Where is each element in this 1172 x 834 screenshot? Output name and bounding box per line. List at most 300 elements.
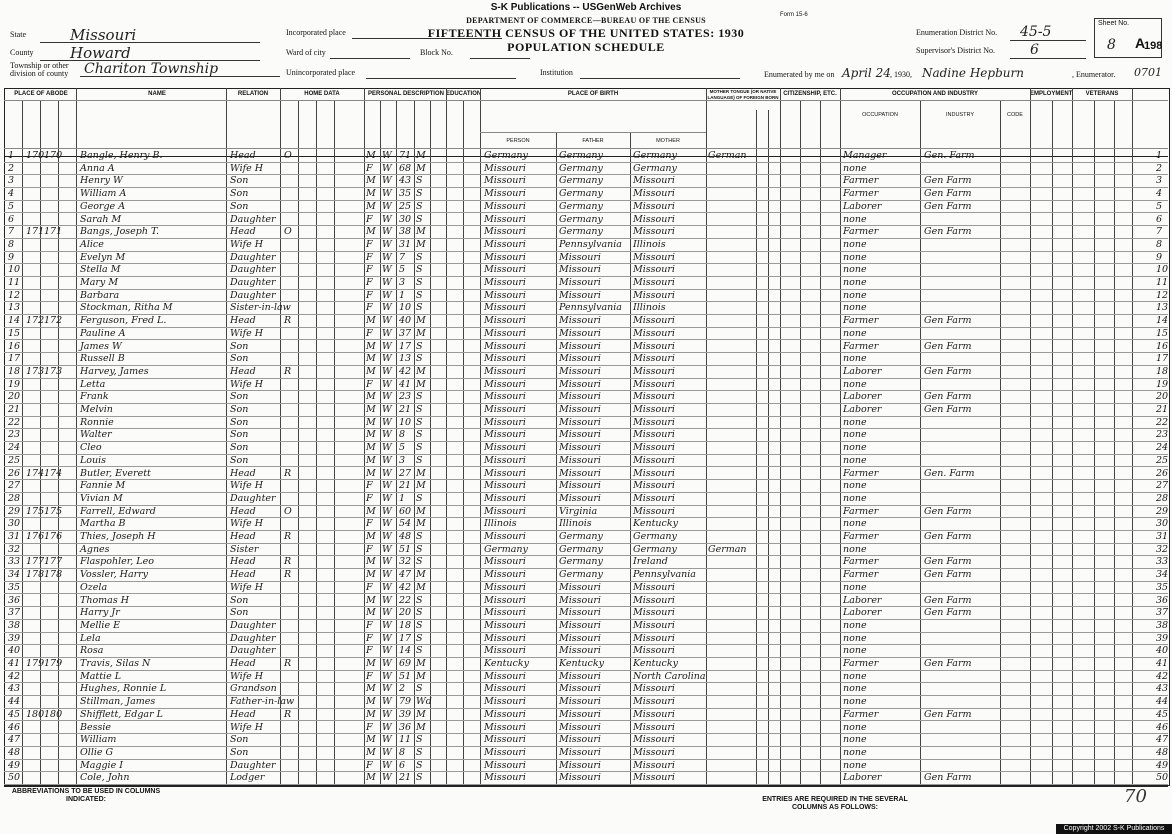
row-number-right: 36: [1156, 594, 1169, 606]
industry: Gen Farm: [924, 226, 972, 238]
enum-year: , 1930,: [890, 70, 912, 79]
sex: M: [366, 404, 376, 415]
person-name: Mary M: [80, 277, 119, 288]
race: W: [382, 175, 392, 187]
occupation: Laborer: [843, 200, 882, 212]
birthplace-father: Missouri: [559, 619, 601, 631]
sex: F: [366, 264, 373, 276]
relation: Son: [230, 404, 249, 415]
occupation: Farmer: [843, 708, 879, 720]
group-place-of-abode: PLACE OF ABODE: [14, 91, 68, 97]
age: 2: [399, 683, 406, 695]
table-row: [4, 454, 1168, 468]
sex: M: [366, 734, 376, 746]
occupation: Farmer: [843, 505, 879, 517]
person-name: Walter: [80, 429, 112, 441]
marital-status: S: [416, 759, 423, 771]
age: 48: [399, 531, 412, 542]
race: W: [382, 365, 392, 377]
age: 8: [399, 429, 406, 441]
birthplace-mother: Missouri: [633, 404, 675, 415]
row-number-right: 30: [1156, 518, 1169, 530]
sex: M: [366, 175, 376, 187]
person-name: Stockman, Ritha M: [80, 302, 173, 314]
relation: Wife H: [230, 327, 264, 339]
birthplace-person: Missouri: [484, 340, 526, 352]
marital-status: M: [416, 569, 426, 581]
birthplace-person: Missouri: [484, 721, 526, 733]
column-header-band: [4, 88, 1168, 157]
relation: Head: [230, 708, 256, 720]
birthplace-father: Missouri: [559, 645, 601, 657]
birthplace-father: Germany: [559, 200, 603, 212]
race: W: [382, 442, 392, 454]
occupation: none: [843, 442, 867, 454]
birthplace-father: Missouri: [559, 315, 601, 327]
row-number-right: 43: [1156, 683, 1169, 695]
marital-status: S: [416, 607, 423, 619]
ed-value: 45-5: [1020, 24, 1052, 40]
marital-status: M: [416, 365, 426, 377]
row-number-right: 21: [1156, 404, 1169, 415]
table-row: [4, 238, 1168, 252]
home-tenure: R: [284, 315, 292, 327]
person-name: James W: [80, 340, 122, 352]
birthplace-mother: Missouri: [633, 226, 675, 238]
person-name: Mellie E: [80, 619, 121, 631]
birthplace-person: Missouri: [484, 759, 526, 771]
birthplace-person: Missouri: [484, 378, 526, 390]
marital-status: S: [416, 531, 423, 542]
dwelling-number: 179: [26, 658, 45, 669]
colhdr-person: PERSON: [506, 138, 530, 144]
race: W: [382, 480, 392, 492]
table-row: [4, 555, 1168, 569]
industry: Gen Farm: [924, 594, 972, 606]
birthplace-father: Missouri: [559, 264, 601, 276]
table-row: [4, 771, 1168, 785]
row-number-right: 50: [1156, 772, 1169, 784]
row-number: 28: [8, 492, 21, 504]
row-number: 38: [8, 619, 21, 631]
row-number: 26: [8, 467, 21, 479]
age: 22: [399, 594, 412, 606]
birthplace-father: Missouri: [559, 734, 601, 746]
person-name: Harry Jr: [80, 607, 120, 619]
industry: Gen Farm: [924, 658, 972, 669]
row-number-right: 16: [1156, 340, 1169, 352]
birthplace-mother: Missouri: [633, 480, 675, 492]
birthplace-mother: Missouri: [633, 200, 675, 212]
industry: Gen Farm: [924, 505, 972, 517]
birthplace-father: Germany: [559, 213, 603, 225]
marital-status: S: [416, 772, 423, 784]
industry: Gen Farm: [924, 772, 972, 784]
birthplace-person: Missouri: [484, 454, 526, 466]
group-employment: EMPLOYMENT: [1030, 91, 1073, 97]
table-row: [4, 568, 1168, 582]
person-name: Letta: [80, 378, 106, 390]
birthplace-person: Germany: [484, 150, 528, 161]
table-row: [4, 657, 1168, 671]
dwelling-number: 176: [26, 531, 45, 542]
age: 20: [399, 607, 412, 619]
marital-status: M: [416, 658, 426, 669]
marital-status: S: [416, 683, 423, 695]
race: W: [382, 531, 392, 542]
row-number: 5: [8, 200, 15, 212]
person-name: Flaspohler, Leo: [80, 556, 154, 568]
industry: Gen Farm: [924, 175, 972, 187]
marital-status: S: [416, 594, 423, 606]
birthplace-person: Missouri: [484, 315, 526, 327]
sex: F: [366, 213, 373, 225]
row-number: 42: [8, 670, 21, 682]
table-row: [4, 479, 1168, 493]
row-number-right: 24: [1156, 442, 1169, 454]
row-number: 6: [8, 213, 15, 225]
marital-status: M: [416, 708, 426, 720]
institution-label: Institution: [540, 68, 573, 77]
birthplace-person: Missouri: [484, 429, 526, 441]
row-number-right: 2: [1156, 162, 1163, 174]
group-education: EDUCATION: [446, 91, 482, 97]
row-number: 24: [8, 442, 21, 454]
sex: M: [366, 708, 376, 720]
birthplace-mother: Missouri: [633, 721, 675, 733]
marital-status: M: [416, 467, 426, 479]
marital-status: S: [416, 442, 423, 454]
relation: Daughter: [230, 632, 276, 644]
enum-code: 0701: [1134, 66, 1162, 79]
age: 5: [399, 442, 406, 454]
relation: Daughter: [230, 213, 276, 225]
age: 39: [399, 708, 412, 720]
birthplace-mother: Missouri: [633, 645, 675, 657]
sex: M: [366, 467, 376, 479]
birthplace-father: Missouri: [559, 251, 601, 263]
birthplace-person: Missouri: [484, 213, 526, 225]
birthplace-mother: Missouri: [633, 594, 675, 606]
race: W: [382, 492, 392, 504]
marital-status: S: [416, 213, 423, 225]
relation: Daughter: [230, 492, 276, 504]
birthplace-mother: Missouri: [633, 353, 675, 365]
person-name: Harvey, James: [80, 365, 149, 377]
race: W: [382, 454, 392, 466]
sex: M: [366, 315, 376, 327]
row-number-right: 4: [1156, 188, 1163, 200]
footer: [4, 786, 1168, 831]
sex: F: [366, 480, 373, 492]
birthplace-person: Missouri: [484, 492, 526, 504]
home-tenure: O: [284, 505, 292, 517]
relation: Wife H: [230, 721, 264, 733]
table-row: [4, 530, 1168, 544]
occupation: none: [843, 759, 867, 771]
marital-status: S: [416, 632, 423, 644]
row-number: 4: [8, 188, 15, 200]
sex: F: [366, 238, 373, 250]
row-number-right: 17: [1156, 353, 1169, 365]
birthplace-father: Germany: [559, 226, 603, 238]
table-row: [4, 174, 1168, 188]
person-name: Barbara: [80, 289, 120, 301]
table-row: [4, 581, 1168, 595]
occupation: none: [843, 251, 867, 263]
marital-status: S: [416, 175, 423, 187]
row-number: 3: [8, 175, 15, 187]
birthplace-father: Missouri: [559, 353, 601, 365]
table-row: [4, 594, 1168, 608]
occupation: none: [843, 353, 867, 365]
birthplace-mother: Missouri: [633, 213, 675, 225]
person-name: Rosa: [80, 645, 104, 657]
birthplace-person: Missouri: [484, 708, 526, 720]
birthplace-mother: Missouri: [633, 734, 675, 746]
relation: Wife H: [230, 238, 264, 250]
family-number: 176: [44, 531, 63, 542]
census-title: FIFTEENTH CENSUS OF THE UNITED STATES: 1930: [427, 26, 745, 40]
occupation: none: [843, 277, 867, 288]
colhdr-code: CODE: [1007, 112, 1023, 118]
race: W: [382, 619, 392, 631]
sex: M: [366, 429, 376, 441]
row-number-right: 39: [1156, 632, 1169, 644]
row-number-right: 47: [1156, 734, 1169, 746]
marital-status: M: [416, 162, 426, 174]
birthplace-father: Missouri: [559, 594, 601, 606]
group-personal-description: PERSONAL DESCRIPTION: [368, 91, 444, 97]
sd-value: 6: [1030, 42, 1039, 58]
birthplace-mother: Kentucky: [633, 518, 678, 530]
occupation: Laborer: [843, 404, 882, 415]
table-row: [4, 416, 1168, 430]
home-tenure: O: [284, 226, 292, 238]
race: W: [382, 696, 392, 708]
row-number-right: 42: [1156, 670, 1169, 682]
age: 69: [399, 658, 412, 669]
family-number: 170: [44, 150, 63, 161]
age: 6: [399, 759, 406, 771]
occupation: Manager: [843, 150, 887, 161]
table-row: [4, 352, 1168, 366]
family-number: 171: [44, 226, 63, 238]
race: W: [382, 264, 392, 276]
relation: Son: [230, 429, 249, 441]
row-number: 45: [8, 708, 21, 720]
relation: Sister: [230, 543, 259, 555]
race: W: [382, 162, 392, 174]
race: W: [382, 200, 392, 212]
race: W: [382, 302, 392, 314]
birthplace-person: Missouri: [484, 556, 526, 568]
race: W: [382, 353, 392, 365]
marital-status: M: [416, 505, 426, 517]
race: W: [382, 327, 392, 339]
group-home-data: HOME DATA: [304, 91, 340, 97]
relation: Head: [230, 658, 256, 669]
row-number-right: 44: [1156, 696, 1169, 708]
birthplace-person: Missouri: [484, 162, 526, 174]
race: W: [382, 632, 392, 644]
row-number-right: 13: [1156, 302, 1169, 314]
birthplace-mother: Missouri: [633, 505, 675, 517]
person-name: Martha B: [80, 518, 126, 530]
row-number: 39: [8, 632, 21, 644]
row-number-right: 9: [1156, 251, 1163, 263]
birthplace-mother: Missouri: [633, 188, 675, 200]
birthplace-father: Germany: [559, 543, 603, 555]
birthplace-father: Missouri: [559, 696, 601, 708]
age: 42: [399, 581, 412, 593]
birthplace-father: Missouri: [559, 467, 601, 479]
row-number-right: 29: [1156, 505, 1169, 517]
birthplace-mother: Missouri: [633, 759, 675, 771]
row-number: 33: [8, 556, 21, 568]
incorporated-label: Incorporated place: [286, 28, 346, 37]
occupation: Farmer: [843, 658, 879, 669]
sex: M: [366, 442, 376, 454]
birthplace-father: Missouri: [559, 480, 601, 492]
occupation: none: [843, 734, 867, 746]
table-row: [4, 441, 1168, 455]
table-row: [4, 187, 1168, 201]
row-number: 34: [8, 569, 21, 581]
age: 23: [399, 391, 412, 403]
relation: Wife H: [230, 581, 264, 593]
table-row: [4, 746, 1168, 760]
birthplace-person: Missouri: [484, 365, 526, 377]
row-number: 2: [8, 162, 15, 174]
sex: F: [366, 518, 373, 530]
sex: M: [366, 454, 376, 466]
marital-status: S: [416, 251, 423, 263]
unincorporated-label: Unincorporated place: [286, 68, 356, 77]
marital-status: S: [416, 746, 423, 758]
relation: Wife H: [230, 670, 264, 682]
sex: F: [366, 543, 373, 555]
row-number: 35: [8, 581, 21, 593]
row-number: 31: [8, 531, 21, 542]
row-number: 11: [8, 277, 21, 288]
state-value: Missouri: [70, 26, 137, 44]
table-row: [4, 225, 1168, 239]
sex: F: [366, 581, 373, 593]
age: 42: [399, 365, 412, 377]
family-number: 178: [44, 569, 63, 581]
birthplace-person: Missouri: [484, 289, 526, 301]
occupation: none: [843, 645, 867, 657]
row-number: 47: [8, 734, 21, 746]
person-name: Cleo: [80, 442, 102, 454]
relation: Son: [230, 607, 249, 619]
birthplace-father: Missouri: [559, 632, 601, 644]
birthplace-person: Missouri: [484, 327, 526, 339]
birthplace-mother: Missouri: [633, 365, 675, 377]
race: W: [382, 416, 392, 428]
row-number-right: 20: [1156, 391, 1169, 403]
birthplace-mother: Missouri: [633, 327, 675, 339]
age: 38: [399, 226, 412, 238]
age: 60: [399, 505, 412, 517]
marital-status: S: [416, 277, 423, 288]
birthplace-father: Germany: [559, 556, 603, 568]
age: 5: [399, 264, 406, 276]
home-tenure: R: [284, 658, 292, 669]
page-number: 198: [1144, 40, 1163, 52]
mother-tongue: German: [708, 150, 747, 161]
birthplace-person: Missouri: [484, 442, 526, 454]
sex: M: [366, 772, 376, 784]
table-row: [4, 695, 1168, 709]
birthplace-mother: Missouri: [633, 442, 675, 454]
occupation: none: [843, 378, 867, 390]
row-number: 17: [8, 353, 21, 365]
row-number-right: 3: [1156, 175, 1163, 187]
relation: Daughter: [230, 251, 276, 263]
person-name: Thomas H: [80, 594, 130, 606]
person-name: Agnes: [80, 543, 110, 555]
row-number: 29: [8, 505, 21, 517]
race: W: [382, 188, 392, 200]
department-title: DEPARTMENT OF COMMERCE—BUREAU OF THE CENSUS: [466, 16, 706, 25]
occupation: none: [843, 327, 867, 339]
sex: F: [366, 302, 373, 314]
relation: Son: [230, 746, 249, 758]
row-number-right: 15: [1156, 327, 1169, 339]
table-row: [4, 327, 1168, 341]
row-number-right: 5: [1156, 200, 1163, 212]
birthplace-father: Missouri: [559, 759, 601, 771]
home-tenure: R: [284, 365, 292, 377]
table-row: [4, 149, 1168, 163]
family-number: 172: [44, 315, 63, 327]
row-number: 9: [8, 251, 15, 263]
occupation: none: [843, 543, 867, 555]
sex: F: [366, 632, 373, 644]
birthplace-father: Missouri: [559, 277, 601, 288]
sex: M: [366, 594, 376, 606]
marital-status: S: [416, 404, 423, 415]
birthplace-father: Missouri: [559, 492, 601, 504]
person-name: Maggie I: [80, 759, 123, 771]
race: W: [382, 721, 392, 733]
sheet-side: A: [1135, 35, 1146, 51]
age: 10: [399, 416, 412, 428]
row-number: 49: [8, 759, 21, 771]
birthplace-father: Missouri: [559, 429, 601, 441]
occupation: Farmer: [843, 226, 879, 238]
family-number: 175: [44, 505, 63, 517]
group-place-of-birth: PLACE OF BIRTH: [567, 91, 619, 97]
marital-status: S: [416, 302, 423, 314]
birthplace-person: Missouri: [484, 594, 526, 606]
race: W: [382, 734, 392, 746]
race: W: [382, 505, 392, 517]
person-name: William A: [80, 188, 127, 200]
table-row: [4, 543, 1168, 557]
table-row: [4, 708, 1168, 722]
birthplace-mother: Missouri: [633, 391, 675, 403]
row-number-right: 48: [1156, 746, 1169, 758]
birthplace-mother: Illinois: [633, 302, 666, 314]
birthplace-father: Missouri: [559, 442, 601, 454]
sex: M: [366, 658, 376, 669]
occupation: Laborer: [843, 365, 882, 377]
race: W: [382, 772, 392, 784]
row-number-right: 7: [1156, 226, 1163, 238]
